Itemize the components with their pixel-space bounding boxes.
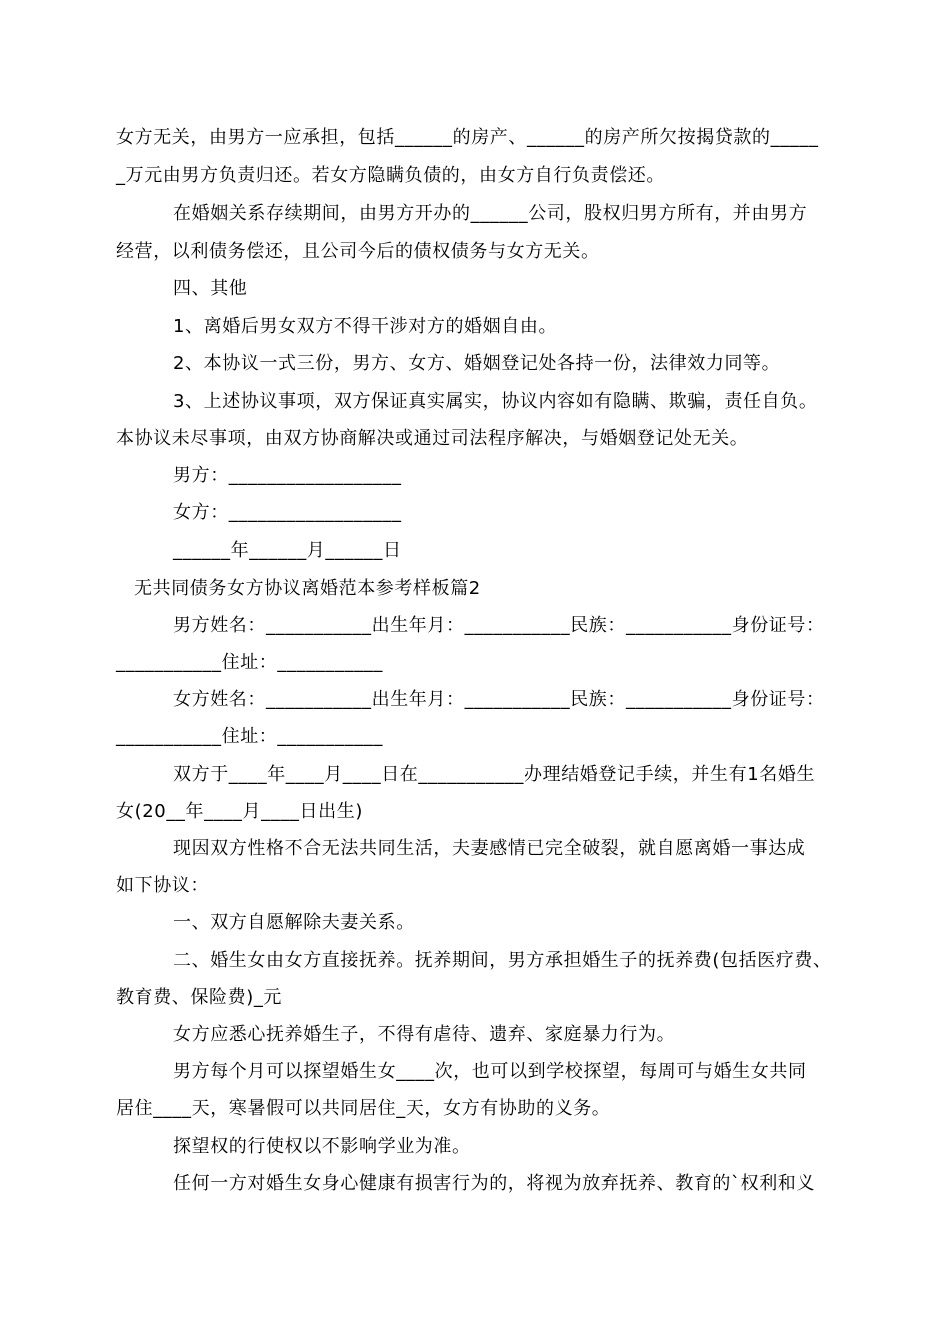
text-line: 1、离婚后男女双方不得干涉对方的婚姻自由。	[173, 316, 558, 337]
text-line: 居住____天，寒暑假可以共同居住_天，女方有协助的义务。	[116, 1098, 611, 1119]
male-info-line: 男方姓名：___________出生年月：___________民族：___________身份证号：	[173, 615, 825, 636]
date-line: ______年______月______日	[173, 540, 402, 561]
text-line: 二、婚生女由女方直接抚养。抚养期间，男方承担婚生子的抚养费(包括医疗费、	[173, 950, 832, 971]
signature-male: 男方：__________________	[173, 465, 402, 486]
text-line: 现因双方性格不合无法共同生活，夫妻感情已完全破裂，就自愿离婚一事达成	[173, 838, 806, 859]
text-line: 任何一方对婚生女身心健康有损害行为的，将视为放弃抚养、教育的`权利和义	[173, 1173, 815, 1194]
document-title: 无共同债务女方协议离婚范本参考样板篇2	[134, 578, 481, 599]
text-line: 女(20__年____月____日出生)	[116, 801, 363, 822]
text-line: 男方每个月可以探望婚生女____次，也可以到学校探望，每周可与婚生女共同	[173, 1061, 807, 1082]
text-line: 经营，以利债务偿还，且公司今后的债权债务与女方无关。	[116, 241, 600, 262]
text-line: 双方于____年____月____日在___________办理结婚登记手续，并生有1名婚生	[173, 764, 816, 785]
female-info-line: 女方姓名：___________出生年月：___________民族：___________身份证号：	[173, 689, 825, 710]
text-line: 2、本协议一式三份，男方、女方、婚姻登记处各持一份，法律效力同等。	[173, 353, 781, 374]
text-line: 女方应悉心抚养婚生子，不得有虐待、遗弃、家庭暴力行为。	[173, 1024, 676, 1045]
text-line: 3、上述协议事项，双方保证真实属实，协议内容如有隐瞒、欺骗，责任自负。	[173, 391, 818, 412]
signature-female: 女方：__________________	[173, 502, 402, 523]
text-line: 本协议未尽事项，由双方协商解决或通过司法程序解决，与婚姻登记处无关。	[116, 428, 749, 449]
text-line: 女方无关，由男方一应承担，包括______的房产、______的房产所欠按揭贷款的_____	[116, 127, 819, 148]
text-line: 如下协议：	[116, 875, 209, 896]
text-line: 探望权的行使权以不影响学业为准。	[173, 1136, 471, 1157]
section-heading: 四、其他	[173, 278, 248, 299]
male-info-line: ___________住址：___________	[116, 652, 383, 673]
text-line: 在婚姻关系存续期间，由男方开办的______公司，股权归男方所有，并由男方	[173, 203, 808, 224]
text-line: 一、双方自愿解除夫妻关系。	[173, 912, 415, 933]
female-info-line: ___________住址：___________	[116, 726, 383, 747]
text-line: 教育费、保险费)_元	[116, 987, 283, 1008]
text-line: _万元由男方负责归还。若女方隐瞒负债的，由女方自行负责偿还。	[116, 165, 665, 186]
